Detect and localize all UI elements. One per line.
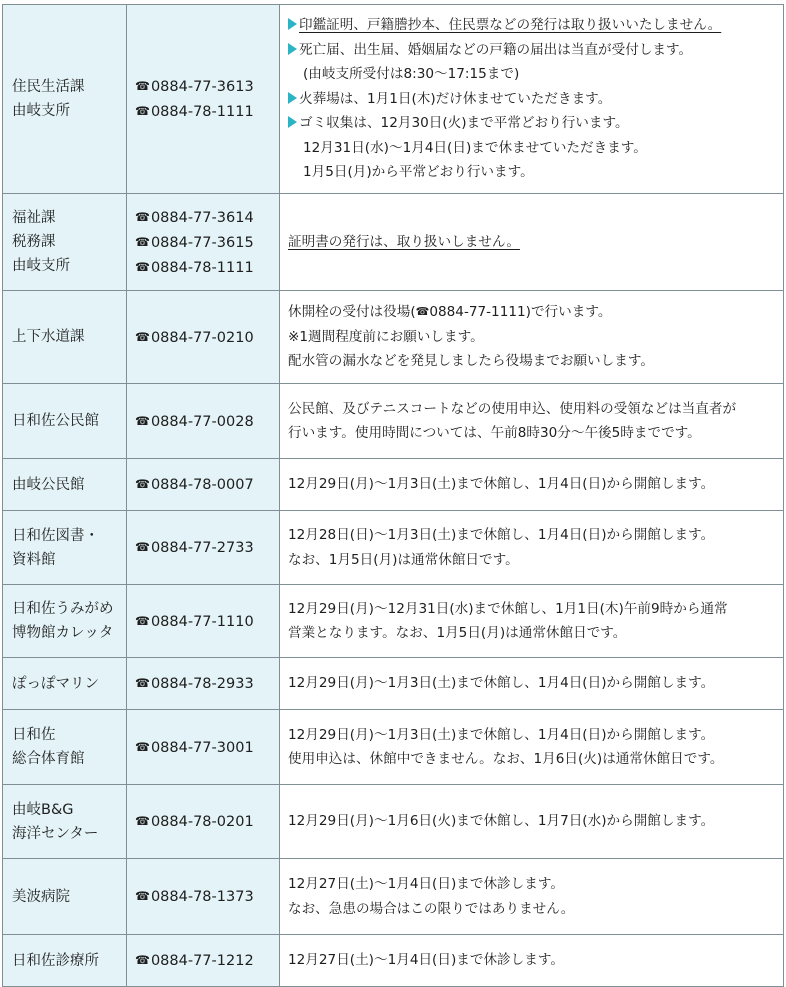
notice-cell: 12月28日(日)～1月3日(土)まで休館し、1月4日(日)から開館します。 なお、1月5日(月)は通常休館日です。 [280, 511, 784, 585]
table-row [3, 384, 784, 459]
phone-icon: ☎ [135, 613, 150, 628]
phone-cell: ☎0884-77-3613 ☎0884-78-1111 [127, 5, 280, 194]
table-row [3, 459, 784, 511]
table-row [3, 585, 784, 658]
phone-cell: ☎0884-77-0210 [127, 291, 280, 384]
triangle-bullet-icon [288, 18, 297, 30]
department-name: 住民生活課 由岐支所 [3, 5, 127, 194]
phone-icon: ☎ [135, 329, 150, 344]
department-name: 日和佐 総合体育館 [3, 710, 127, 785]
table-row [3, 935, 784, 987]
phone-cell: ☎0884-78-2933 [127, 658, 280, 710]
phone-cell: ☎0884-78-1373 [127, 859, 280, 935]
phone-cell: ☎0884-77-1212 [127, 935, 280, 987]
table-row [3, 859, 784, 935]
phone-cell: ☎0884-77-0028 [127, 384, 280, 459]
phone-cell: ☎0884-77-1110 [127, 585, 280, 658]
phone-icon: ☎ [135, 814, 150, 828]
phone-icon: ☎ [135, 234, 150, 249]
notice-cell: 公民館、及びテニスコートなどの使用申込、使用料の受領などは当直者が 行います。使用時間については、午前8時30分～午後5時までです。 [280, 384, 784, 459]
phone-icon: ☎ [135, 209, 150, 224]
phone-cell: ☎0884-77-3001 [127, 710, 280, 785]
phone-cell: ☎0884-77-2733 [127, 511, 280, 585]
department-name: 上下水道課 [3, 291, 127, 384]
phone-icon: ☎ [135, 953, 150, 967]
phone-icon: ☎ [135, 259, 150, 274]
triangle-bullet-icon [288, 116, 297, 128]
department-name: 由岐公民館 [3, 459, 127, 511]
table-row [3, 511, 784, 585]
phone-icon: ☎ [135, 676, 150, 690]
phone-icon: ☎ [135, 477, 150, 491]
table-row [3, 785, 784, 859]
notice-cell: 12月29日(月)～1月3日(土)まで休館し、1月4日(日)から開館します。 [280, 459, 784, 511]
table-row [3, 658, 784, 710]
department-name: ぽっぽマリン [3, 658, 127, 710]
notice-cell: 12月27日(土)～1月4日(日)まで休診します。 なお、急患の場合はこの限りではありません。 [280, 859, 784, 935]
phone-icon: ☎ [135, 104, 150, 118]
phone-icon: ☎ [135, 413, 150, 428]
notice-cell: 休開栓の受付は役場(☎0884-77-1111)で行います。 ※1週間程度前にお願いします。 配水管の漏水などを発見しましたら役場までお願いします。 [280, 291, 784, 384]
department-name: 日和佐診療所 [3, 935, 127, 987]
holiday-schedule-table [2, 4, 784, 987]
department-name: 福祉課 税務課 由岐支所 [3, 194, 127, 291]
triangle-bullet-icon [288, 43, 297, 55]
phone-icon: ☎ [415, 305, 430, 319]
phone-cell: ☎0884-77-3614 ☎0884-77-3615 ☎0884-78-1111 [127, 194, 280, 291]
phone-cell: ☎0884-78-0007 [127, 459, 280, 511]
table-row [3, 194, 784, 291]
department-name: 由岐B&G 海洋センター [3, 785, 127, 859]
department-name: 美波病院 [3, 859, 127, 935]
phone-cell: ☎0884-78-0201 [127, 785, 280, 859]
department-name: 日和佐図書・ 資料館 [3, 511, 127, 585]
table-row [3, 5, 784, 194]
notice-cell: 印鑑証明、戸籍謄抄本、住民票などの発行は取り扱いいたしません。 死亡届、出生届、婚姻届などの戸籍の届出は当直が受付します。 (由岐支所受付は8:30～17:15まで) 火葬場は、1月1日(木)だけ休ませていただきます。 ゴミ収集は、12月30日(火)まで平常どおり行います。 12月31日(水)～1月4日(日)まで休ませていただきます。 1月5日(月)から平常どおり行います。 [280, 5, 784, 194]
phone-icon: ☎ [135, 889, 150, 903]
table-row [3, 710, 784, 785]
phone-icon: ☎ [135, 739, 150, 754]
phone-icon: ☎ [135, 540, 150, 554]
department-name: 日和佐公民館 [3, 384, 127, 459]
notice-cell: 12月29日(月)～12月31日(水)まで休館し、1月1日(木)午前9時から通常 営業となります。なお、1月5日(月)は通常休館日です。 [280, 585, 784, 658]
notice-cell: 12月27日(土)～1月4日(日)まで休診します。 [280, 935, 784, 987]
notice-cell: 12月29日(月)～1月3日(土)まで休館し、1月4日(日)から開館します。 [280, 658, 784, 710]
department-name: 日和佐うみがめ 博物館カレッタ [3, 585, 127, 658]
phone-icon: ☎ [135, 79, 150, 93]
notice-cell: 12月29日(月)～1月3日(土)まで休館し、1月4日(日)から開館します。 使用申込は、休館中できません。なお、1月6日(火)は通常休館日です。 [280, 710, 784, 785]
table-row [3, 291, 784, 384]
notice-cell: 12月29日(月)～1月6日(火)まで休館し、1月7日(水)から開館します。 [280, 785, 784, 859]
triangle-bullet-icon [288, 92, 297, 104]
notice-cell: 証明書の発行は、取り扱いしません。 [280, 194, 784, 291]
